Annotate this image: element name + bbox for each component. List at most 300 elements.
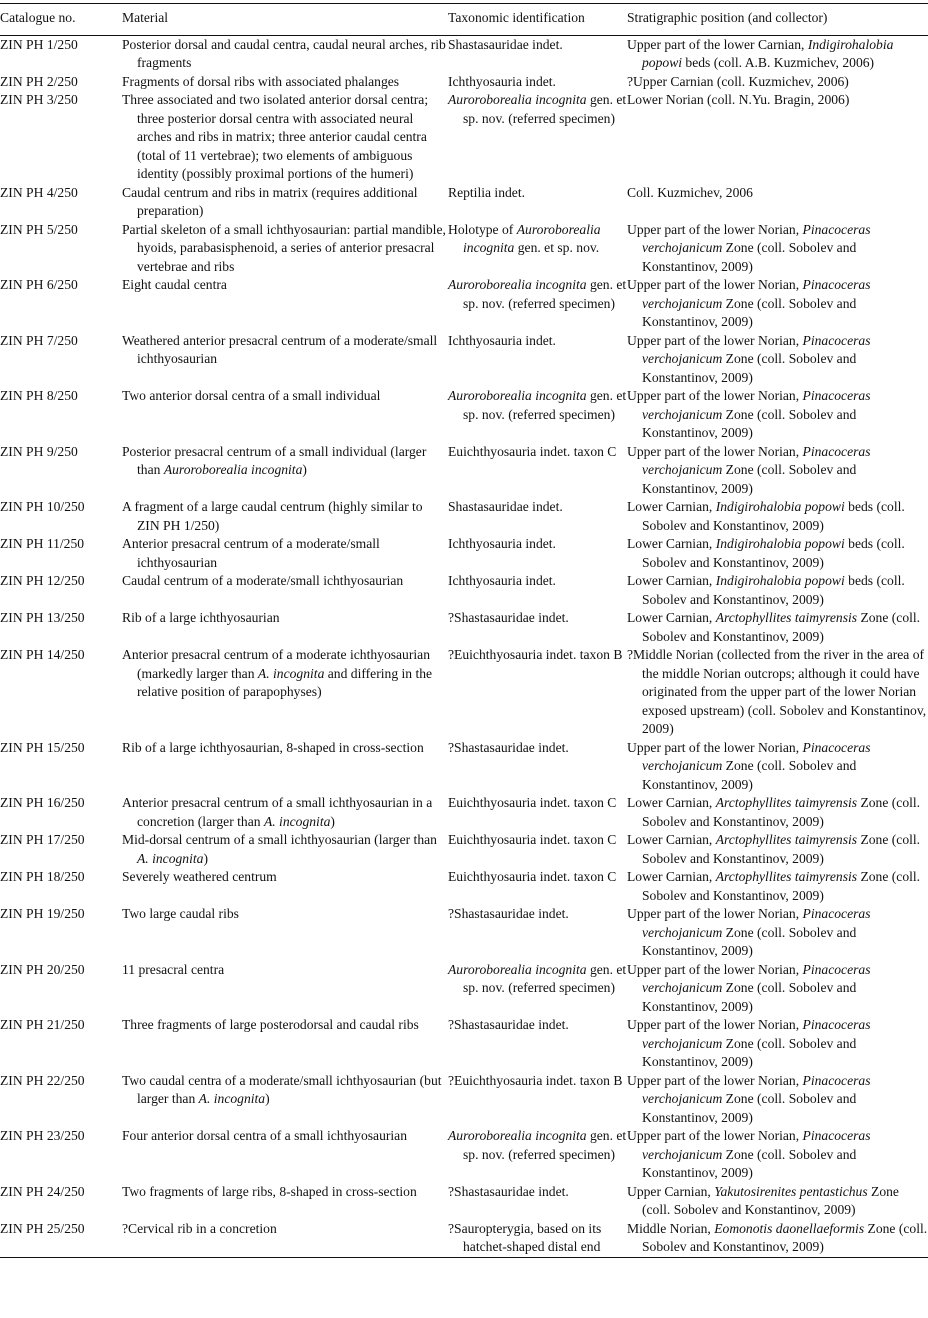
text-segment: Lower Norian (coll. N.Yu. Bragin, 2006) xyxy=(627,92,850,107)
table-row xyxy=(0,1127,928,1183)
text-segment: Caudal centrum of a moderate/small ichthyosaurian xyxy=(122,573,404,588)
text-segment: and differing in the relative position of parapophyses) xyxy=(137,665,433,699)
italic-taxon-name: Yakutosirenites pentastichus xyxy=(714,1183,868,1199)
table-row xyxy=(0,739,928,795)
catalogue-no-cell: ZIN PH 9/250 xyxy=(0,443,78,459)
taxonomic-identification-cell xyxy=(448,443,627,499)
table-row xyxy=(0,831,928,868)
text-segment: Upper part of the lower Norian, xyxy=(627,332,803,348)
text-segment: Zone (coll. Sobolev and Konstantinov, 2009) xyxy=(642,1035,857,1069)
material-cell xyxy=(122,1072,448,1128)
taxonomic-identification-cell-text xyxy=(448,535,627,554)
material-cell xyxy=(122,1016,448,1072)
text-segment: ?Middle Norian (collected from the river in the area of the middle Norian outcrops; although it could have originated from the upper part of the lower Norian exposed upstream) (coll. Sobolev and Konstantinov, 2009) xyxy=(627,647,927,736)
stratigraphic-position-cell xyxy=(627,73,928,92)
italic-taxon-name: A. incognita xyxy=(263,813,331,829)
text-segment: Partial skeleton of a small ichthyosaurian: partial mandible, hyoids, parabasisphenoid, a series of anterior presacral vertebrae and ribs xyxy=(122,221,446,274)
table-row xyxy=(0,73,928,92)
italic-taxon-name: Pinacoceras verchojanicum xyxy=(642,388,871,422)
italic-taxon-name: Arctophyllites taimyrensis xyxy=(715,832,858,847)
material-cell xyxy=(122,739,448,795)
text-segment: ?Euichthyosauria indet. taxon B xyxy=(448,1072,623,1088)
text-segment: Four anterior dorsal centra of a small ichthyosaurian xyxy=(122,1128,407,1143)
material-cell-text xyxy=(122,1220,448,1239)
text-segment: Zone (coll. Sobolev and Konstantinov, 2009) xyxy=(642,1220,928,1254)
italic-taxon-name: Arctophyllites taimyrensis xyxy=(715,795,858,810)
text-segment: ?Shastasauridae indet. xyxy=(448,610,569,625)
catalogue-no-cell: ZIN PH 6/250 xyxy=(0,277,78,292)
text-segment: A fragment of a large caudal centrum (highly similar to ZIN PH 1/250) xyxy=(122,499,423,533)
italic-taxon-name: Pinacoceras verchojanicum xyxy=(642,1072,871,1106)
taxonomic-identification-cell-text xyxy=(448,905,627,924)
stratigraphic-position-cell-text xyxy=(627,535,928,572)
italic-taxon-name: Arctophyllites taimyrensis xyxy=(715,610,858,625)
text-segment: Rib of a large ichthyosaurian xyxy=(122,610,280,625)
table-row xyxy=(0,387,928,443)
text-segment: Upper part of the lower Norian, xyxy=(627,1128,803,1143)
material-cell-text xyxy=(122,1072,448,1109)
text-segment: beds (coll. Sobolev and Konstantinov, 2009) xyxy=(642,536,905,570)
material-cell-text xyxy=(122,794,448,831)
text-segment: Anterior presacral centrum of a moderate/small ichthyosaurian xyxy=(122,536,380,570)
stratigraphic-position-cell xyxy=(627,535,928,572)
text-segment: ?Cervical rib in a concretion xyxy=(122,1220,277,1236)
italic-taxon-name: Indigirohalobia popowi xyxy=(642,36,894,70)
italic-taxon-name: Pinacoceras verchojanicum xyxy=(642,277,871,311)
taxonomic-identification-cell-text xyxy=(448,1016,627,1035)
stratigraphic-position-cell xyxy=(627,498,928,535)
taxonomic-identification-cell-text xyxy=(448,1072,627,1091)
text-segment: gen. et sp. nov. (referred specimen) xyxy=(463,1128,627,1162)
italic-taxon-name: Pinacoceras verchojanicum xyxy=(642,221,871,255)
taxonomic-identification-cell-text xyxy=(448,443,627,462)
text-segment: ?Shastasauridae indet. xyxy=(448,1183,569,1199)
catalogue-no-cell: ZIN PH 16/250 xyxy=(0,795,85,810)
italic-taxon-name: A. incognita xyxy=(198,1091,266,1106)
taxonomic-identification-cell xyxy=(448,646,627,739)
text-segment: Upper part of the lower Norian, xyxy=(627,1072,803,1088)
text-segment: Upper part of the lower Norian, xyxy=(627,221,803,237)
catalogue-no-cell: ZIN PH 17/250 xyxy=(0,832,85,847)
text-segment: ) xyxy=(330,813,335,829)
material-cell xyxy=(122,961,448,1017)
taxonomic-identification-cell xyxy=(448,332,627,388)
text-segment: Eight caudal centra xyxy=(122,277,227,292)
text-segment: ) xyxy=(265,1091,270,1106)
material-cell xyxy=(122,443,448,499)
text-segment: Anterior presacral centrum of a small ichthyosaurian in a concretion (larger than xyxy=(122,795,433,829)
text-segment: beds (coll. A.B. Kuzmichev, 2006) xyxy=(682,55,875,70)
taxonomic-identification-cell-text xyxy=(448,387,627,424)
header-catalogue-no: Catalogue no. xyxy=(0,10,76,25)
catalogue-no-cell: ZIN PH 12/250 xyxy=(0,573,85,588)
material-cell-text xyxy=(122,961,448,980)
text-segment: Lower Carnian, xyxy=(627,536,716,551)
stratigraphic-position-cell xyxy=(627,1183,928,1220)
material-cell xyxy=(122,868,448,905)
italic-taxon-name: Pinacoceras verchojanicum xyxy=(642,961,871,995)
taxonomic-identification-cell xyxy=(448,35,627,73)
material-cell xyxy=(122,1127,448,1183)
table-row xyxy=(0,221,928,277)
stratigraphic-position-cell xyxy=(627,443,928,499)
text-segment: Rib of a large ichthyosaurian, 8-shaped in cross-section xyxy=(122,739,424,755)
stratigraphic-position-cell-text xyxy=(627,221,928,277)
text-segment: gen. et sp. nov. (referred specimen) xyxy=(463,277,627,311)
stratigraphic-position-cell-text xyxy=(627,73,928,92)
taxonomic-identification-cell xyxy=(448,868,627,905)
text-segment: Two caudal centra of a moderate/small ichthyosaurian (but larger than xyxy=(122,1072,442,1106)
stratigraphic-position-cell xyxy=(627,221,928,277)
italic-taxon-name: Auroroborealia incognita xyxy=(448,1128,587,1143)
table-row xyxy=(0,1072,928,1128)
catalogue-no-cell: ZIN PH 2/250 xyxy=(0,73,78,89)
italic-taxon-name: Auroroborealia incognita xyxy=(463,221,601,255)
italic-taxon-name: Pinacoceras verchojanicum xyxy=(642,332,871,366)
stratigraphic-position-cell-text xyxy=(627,276,928,332)
text-segment: ) xyxy=(302,462,307,477)
catalogue-no-cell: ZIN PH 7/250 xyxy=(0,332,78,348)
text-segment: Euichthyosauria indet. taxon C xyxy=(448,832,617,847)
text-segment: Lower Carnian, xyxy=(627,795,716,810)
stratigraphic-position-cell xyxy=(627,1127,928,1183)
material-cell-text xyxy=(122,221,448,277)
material-cell-text xyxy=(122,1183,448,1202)
stratigraphic-position-cell-text xyxy=(627,1016,928,1072)
taxonomic-identification-cell-text xyxy=(448,961,627,998)
stratigraphic-position-cell xyxy=(627,1016,928,1072)
text-segment: Zone (coll. Sobolev and Konstantinov, 2009) xyxy=(642,869,921,903)
taxonomic-identification-cell xyxy=(448,1016,627,1072)
text-segment: gen. et sp. nov. (referred specimen) xyxy=(463,92,627,126)
taxonomic-identification-cell-text xyxy=(448,73,627,92)
stratigraphic-position-cell xyxy=(627,276,928,332)
text-segment: Zone (coll. Sobolev and Konstantinov, 2009) xyxy=(642,758,857,792)
material-cell xyxy=(122,184,448,221)
text-segment: Two anterior dorsal centra of a small individual xyxy=(122,388,381,403)
text-segment: Zone (coll. Sobolev and Konstantinov, 2009) xyxy=(642,462,857,496)
table-body xyxy=(0,35,928,1257)
taxonomic-identification-cell-text xyxy=(448,36,627,55)
text-segment: Upper part of the lower Norian, xyxy=(627,1017,803,1032)
table-row xyxy=(0,1183,928,1220)
text-segment: Upper part of the lower Carnian, xyxy=(627,36,808,52)
taxonomic-identification-cell-text xyxy=(448,572,627,591)
text-segment: ?Upper Carnian (coll. Kuzmichev, 2006) xyxy=(627,73,849,89)
stratigraphic-position-cell xyxy=(627,646,928,739)
taxonomic-identification-cell xyxy=(448,905,627,961)
text-segment: Reptilia indet. xyxy=(448,184,526,200)
text-segment: gen. et sp. nov. xyxy=(514,240,600,255)
header-stratigraphic-position: Stratigraphic position (and collector) xyxy=(627,10,828,25)
table-row xyxy=(0,332,928,388)
taxonomic-identification-cell xyxy=(448,572,627,609)
text-segment: Upper part of the lower Norian, xyxy=(627,388,803,403)
stratigraphic-position-cell-text xyxy=(627,739,928,795)
catalogue-no-cell: ZIN PH 13/250 xyxy=(0,610,85,625)
text-segment: Posterior dorsal and caudal centra, caudal neural arches, rib fragments xyxy=(122,36,446,70)
text-segment: Upper part of the lower Norian, xyxy=(627,443,803,459)
italic-taxon-name: Pinacoceras verchojanicum xyxy=(642,1017,871,1051)
text-segment: Two large caudal ribs xyxy=(122,906,239,921)
material-cell-text xyxy=(122,609,448,628)
taxonomic-identification-cell xyxy=(448,609,627,646)
stratigraphic-position-cell-text xyxy=(627,184,928,203)
taxonomic-identification-cell-text xyxy=(448,609,627,628)
catalogue-no-cell: ZIN PH 20/250 xyxy=(0,961,85,977)
text-segment: Two fragments of large ribs, 8-shaped in cross-section xyxy=(122,1183,417,1199)
catalogue-no-cell: ZIN PH 3/250 xyxy=(0,92,78,107)
material-cell-text xyxy=(122,184,448,221)
material-cell-text xyxy=(122,332,448,369)
material-cell xyxy=(122,831,448,868)
text-segment: Lower Carnian, xyxy=(627,573,716,588)
taxonomic-identification-cell xyxy=(448,184,627,221)
text-segment: Zone (coll. Sobolev and Konstantinov, 2009) xyxy=(642,832,921,866)
material-cell xyxy=(122,572,448,609)
text-segment: Zone (coll. Sobolev and Konstantinov, 2009) xyxy=(642,240,857,274)
stratigraphic-position-cell-text xyxy=(627,794,928,831)
stratigraphic-position-cell-text xyxy=(627,332,928,388)
stratigraphic-position-cell-text xyxy=(627,36,928,73)
text-segment: beds (coll. Sobolev and Konstantinov, 2009) xyxy=(642,499,905,533)
catalogue-no-cell: ZIN PH 25/250 xyxy=(0,1220,85,1236)
text-segment: Ichthyosauria indet. xyxy=(448,536,556,551)
stratigraphic-position-cell-text xyxy=(627,443,928,499)
text-segment: Zone (coll. Sobolev and Konstantinov, 2009) xyxy=(642,1091,857,1125)
text-segment: Weathered anterior presacral centrum of a moderate/small ichthyosaurian xyxy=(122,332,438,366)
material-cell-text xyxy=(122,498,448,535)
taxonomic-identification-cell xyxy=(448,1220,627,1258)
catalogue-no-cell: ZIN PH 15/250 xyxy=(0,739,85,755)
catalogue-no-cell: ZIN PH 1/250 xyxy=(0,36,78,52)
material-cell-text xyxy=(122,739,448,758)
table-row xyxy=(0,184,928,221)
italic-taxon-name: Eomonotis daonellaeformis xyxy=(714,1220,865,1236)
table-row xyxy=(0,91,928,184)
italic-taxon-name: Auroroborealia incognita xyxy=(448,388,587,403)
material-cell-text xyxy=(122,91,448,184)
material-cell xyxy=(122,646,448,739)
taxonomic-identification-cell xyxy=(448,1127,627,1183)
table-row xyxy=(0,961,928,1017)
taxonomic-identification-cell xyxy=(448,498,627,535)
stratigraphic-position-cell-text xyxy=(627,572,928,609)
material-cell xyxy=(122,35,448,73)
table-header-row xyxy=(0,4,928,36)
italic-taxon-name: Auroroborealia incognita xyxy=(448,961,587,977)
text-segment: Mid-dorsal centrum of a small ichthyosaurian (larger than xyxy=(122,832,437,847)
text-segment: Holotype of xyxy=(448,221,517,237)
stratigraphic-position-cell xyxy=(627,387,928,443)
text-segment: Euichthyosauria indet. taxon C xyxy=(448,795,617,810)
table-row xyxy=(0,35,928,73)
material-cell-text xyxy=(122,831,448,868)
text-segment: 11 presacral centra xyxy=(122,961,225,977)
material-cell xyxy=(122,221,448,277)
stratigraphic-position-cell-text xyxy=(627,498,928,535)
text-segment: Zone (coll. Sobolev and Konstantinov, 2009) xyxy=(642,924,857,958)
taxonomic-identification-cell xyxy=(448,535,627,572)
text-segment: Coll. Kuzmichev, 2006 xyxy=(627,184,753,200)
header-taxonomic-identification: Taxonomic identification xyxy=(448,10,585,25)
italic-taxon-name: Auroroborealia incognita xyxy=(448,92,587,107)
italic-taxon-name: Indigirohalobia popowi xyxy=(715,573,845,588)
material-cell-text xyxy=(122,535,448,572)
catalogue-no-cell: ZIN PH 18/250 xyxy=(0,869,85,884)
text-segment: Three fragments of large posterodorsal and caudal ribs xyxy=(122,1017,419,1032)
stratigraphic-position-cell xyxy=(627,184,928,221)
table-row xyxy=(0,794,928,831)
stratigraphic-position-cell xyxy=(627,905,928,961)
material-cell xyxy=(122,609,448,646)
stratigraphic-position-cell xyxy=(627,35,928,73)
text-segment: Upper part of the lower Norian, xyxy=(627,739,803,755)
taxonomic-identification-cell-text xyxy=(448,831,627,850)
stratigraphic-position-cell xyxy=(627,739,928,795)
text-segment: Anterior presacral centrum of a moderate ichthyosaurian (markedly larger than xyxy=(122,647,430,681)
taxonomic-identification-cell-text xyxy=(448,498,627,517)
italic-taxon-name: Pinacoceras verchojanicum xyxy=(642,906,871,940)
catalogue-no-cell: ZIN PH 22/250 xyxy=(0,1072,85,1088)
text-segment: Middle Norian, xyxy=(627,1220,715,1236)
material-cell xyxy=(122,276,448,332)
text-segment: Ichthyosauria indet. xyxy=(448,573,556,588)
table-row xyxy=(0,276,928,332)
text-segment: Euichthyosauria indet. taxon C xyxy=(448,443,617,459)
material-cell xyxy=(122,1220,448,1258)
catalogue-no-cell: ZIN PH 21/250 xyxy=(0,1017,85,1032)
catalogue-no-cell: ZIN PH 11/250 xyxy=(0,536,85,551)
table-row xyxy=(0,498,928,535)
text-segment: Shastasauridae indet. xyxy=(448,36,563,52)
text-segment: Zone (coll. Sobolev and Konstantinov, 2009) xyxy=(642,295,857,329)
taxonomic-identification-cell-text xyxy=(448,739,627,758)
stratigraphic-position-cell-text xyxy=(627,905,928,961)
stratigraphic-position-cell-text xyxy=(627,91,928,110)
text-segment: Fragments of dorsal ribs with associated phalanges xyxy=(122,73,400,89)
stratigraphic-position-cell xyxy=(627,572,928,609)
text-segment: Euichthyosauria indet. taxon C xyxy=(448,869,617,884)
stratigraphic-position-cell-text xyxy=(627,387,928,443)
stratigraphic-position-cell xyxy=(627,831,928,868)
table-row xyxy=(0,535,928,572)
taxonomic-identification-cell xyxy=(448,1183,627,1220)
text-segment: Lower Carnian, xyxy=(627,869,716,884)
taxonomic-identification-cell xyxy=(448,739,627,795)
text-segment: Lower Carnian, xyxy=(627,610,716,625)
italic-taxon-name: Pinacoceras verchojanicum xyxy=(642,1128,871,1162)
taxonomic-identification-cell-text xyxy=(448,1183,627,1202)
table-row xyxy=(0,1016,928,1072)
table-row xyxy=(0,905,928,961)
taxonomic-identification-cell-text xyxy=(448,276,627,313)
material-cell-text xyxy=(122,73,448,92)
material-cell-text xyxy=(122,572,448,591)
material-cell-text xyxy=(122,905,448,924)
text-segment: Zone (coll. Sobolev and Konstantinov, 2009) xyxy=(642,1146,857,1180)
italic-taxon-name: A. incognita xyxy=(137,850,204,866)
material-cell xyxy=(122,1183,448,1220)
header-material: Material xyxy=(122,10,169,25)
taxonomic-identification-cell-text xyxy=(448,1220,627,1257)
text-segment: Posterior presacral centrum of a small individual (larger than xyxy=(122,443,427,477)
material-cell-text xyxy=(122,1016,448,1035)
taxonomic-identification-cell xyxy=(448,221,627,277)
text-segment: Ichthyosauria indet. xyxy=(448,332,556,348)
stratigraphic-position-cell-text xyxy=(627,831,928,868)
taxonomic-identification-cell xyxy=(448,73,627,92)
stratigraphic-position-cell-text xyxy=(627,1220,928,1257)
table-row xyxy=(0,609,928,646)
stratigraphic-position-cell-text xyxy=(627,1183,928,1220)
material-cell-text xyxy=(122,1127,448,1146)
catalogue-no-cell: ZIN PH 23/250 xyxy=(0,1128,85,1143)
table-row xyxy=(0,572,928,609)
italic-taxon-name: Auroroborealia incognita xyxy=(163,462,303,477)
taxonomic-identification-cell-text xyxy=(448,646,627,665)
italic-taxon-name: Pinacoceras verchojanicum xyxy=(642,443,871,477)
material-cell-text xyxy=(122,276,448,295)
text-segment: ?Shastasauridae indet. xyxy=(448,1017,569,1032)
italic-taxon-name: Indigirohalobia popowi xyxy=(715,499,845,514)
material-cell xyxy=(122,498,448,535)
material-cell xyxy=(122,535,448,572)
text-segment: Upper Carnian, xyxy=(627,1183,715,1199)
text-segment: ?Shastasauridae indet. xyxy=(448,739,569,755)
text-segment: Shastasauridae indet. xyxy=(448,499,563,514)
taxonomic-identification-cell xyxy=(448,831,627,868)
text-segment: ?Shastasauridae indet. xyxy=(448,906,569,921)
material-cell-text xyxy=(122,387,448,406)
taxonomic-identification-cell-text xyxy=(448,868,627,887)
stratigraphic-position-cell-text xyxy=(627,1127,928,1183)
catalogue-no-cell: ZIN PH 14/250 xyxy=(0,647,85,662)
text-segment: ?Euichthyosauria indet. taxon B xyxy=(448,647,623,662)
text-segment: Ichthyosauria indet. xyxy=(448,73,556,89)
text-segment: Zone (coll. Sobolev and Konstantinov, 2009) xyxy=(642,406,857,440)
catalogue-no-cell: ZIN PH 19/250 xyxy=(0,906,85,921)
italic-taxon-name: A. incognita xyxy=(257,665,325,681)
text-segment: Severely weathered centrum xyxy=(122,869,277,884)
taxonomic-identification-cell xyxy=(448,794,627,831)
text-segment: ?Sauropterygia, based on its hatchet-shaped distal end xyxy=(448,1220,602,1254)
taxonomic-identification-cell-text xyxy=(448,794,627,813)
material-cell-text xyxy=(122,868,448,887)
taxonomic-identification-cell xyxy=(448,961,627,1017)
italic-taxon-name: Arctophyllites taimyrensis xyxy=(715,869,858,884)
stratigraphic-position-cell xyxy=(627,91,928,184)
italic-taxon-name: Pinacoceras verchojanicum xyxy=(642,739,871,773)
stratigraphic-position-cell xyxy=(627,332,928,388)
taxonomic-identification-cell xyxy=(448,276,627,332)
text-segment: gen. et sp. nov. (referred specimen) xyxy=(463,961,627,995)
stratigraphic-position-cell-text xyxy=(627,1072,928,1128)
text-segment: Lower Carnian, xyxy=(627,499,716,514)
text-segment: Zone (coll. Sobolev and Konstantinov, 2009) xyxy=(642,1183,899,1217)
catalogue-no-cell: ZIN PH 5/250 xyxy=(0,221,78,237)
specimen-table xyxy=(0,3,928,1258)
taxonomic-identification-cell-text xyxy=(448,221,627,258)
text-segment: Zone (coll. Sobolev and Konstantinov, 2009) xyxy=(642,610,921,644)
text-segment: Zone (coll. Sobolev and Konstantinov, 2009) xyxy=(642,980,857,1014)
taxonomic-identification-cell-text xyxy=(448,1127,627,1164)
taxonomic-identification-cell xyxy=(448,1072,627,1128)
stratigraphic-position-cell-text xyxy=(627,868,928,905)
table-row xyxy=(0,443,928,499)
stratigraphic-position-cell xyxy=(627,794,928,831)
catalogue-no-cell: ZIN PH 8/250 xyxy=(0,388,78,403)
